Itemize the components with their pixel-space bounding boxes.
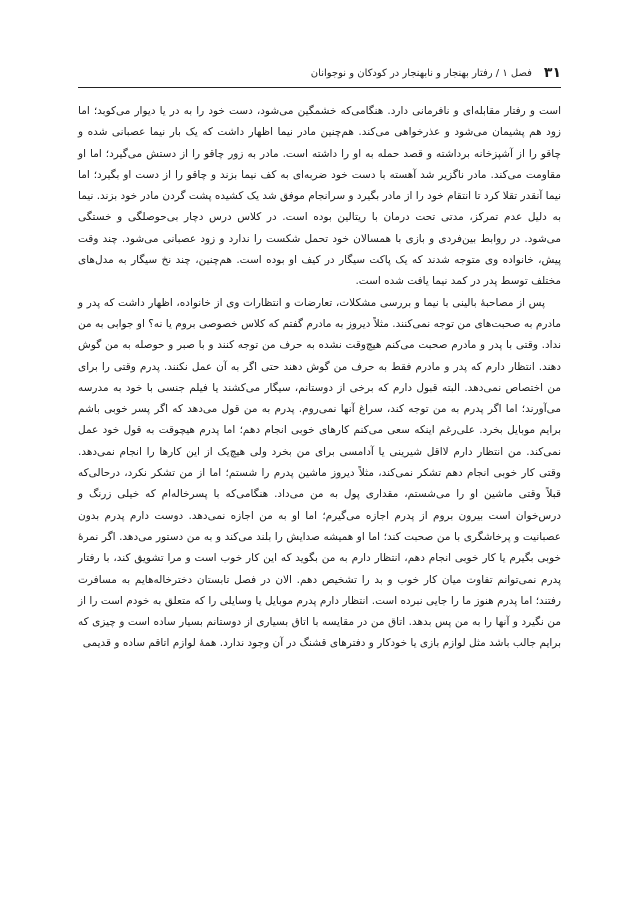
header-rule xyxy=(78,87,561,88)
body-text xyxy=(78,101,561,655)
running-title: فصل ۱ / رفتار بهنجار و نابهنجار در کودکان و نوجوانان xyxy=(310,67,532,79)
paragraph-2: پس از مصاحبهٔ بالینی با نیما و بررسی مشکلات، تعارضات و انتظارات وی از خانواده، اظهار داشت که پدر و مادرم به صحبت‌های من توجه نمی‌کنند. مثلاً دیروز به مادرم گفتم که کلاس خصوصی بروم یا نه؟ او جوابی به من نداد. وقتی با پدر و مادرم صحبت می‌کنم هیچ‌وقت نشده به حرف من توجه کنند و با صبر و حوصله به من گوش دهند. انتظار دارم که پدر و مادرم فقط به حرف من گوش دهند حتی اگر به آن عمل نکنند. پدرم وقتی را برای من اختصاص نمی‌دهد. البته قبول دارم که برخی از دوستانم، سیگار می‌کشند یا فیلم جنسی با خود به مدرسه می‌آورند؛ اما اگر پدرم به من توجه کند، سراغ آنها نمی‌روم. پدرم به من قول می‌دهد که اگر پسر خوبی باشم برایم موبایل بخرد. علی‌رغم اینکه سعی می‌کنم کارهای خوبی انجام دهم؛ اما پدرم هیچوقت به قول خود عمل نمی‌کند. من انتظار دارم لااقل شیرینی یا آدامسی برای من بخرد ولی هیچ‌یک از این کارها را انجام نمی‌دهد. وقتی کار خوبی انجام دهم تشکر نمی‌کند، مثلاً دیروز ماشین پدرم را شستم؛ اما از من تشکر نکرد، درحالی‌که قبلاً وقتی ماشین او را می‌شستم، مقداری پول به من می‌داد. هنگامی‌که با پسرخاله‌ام که خیلی زرنگ و درس‌خوان است بیرون بروم از پدرم اجازه می‌گیرم؛ اما او به من اجازه نمی‌دهد. دوست دارم پدرم بدون عصبانیت و پرخاشگری با من صحبت کند؛ اما او همیشه صدایش را بلند می‌کند و به من دستور می‌دهد. اگر نمرهٔ خوبی بگیرم یا کار خوبی انجام دهم، انتظار دارم به من بگوید که این کار خوب است و مرا تشویق کند، با رفتار پدرم نمی‌توانم تفاوت میان کار خوب و بد را تشخیص دهم. الان در فصل تابستان دخترخاله‌هایم به مسافرت رفتند؛ اما پدرم هنوز ما را جایی نبرده است. انتظار دارم پدرم موبایل یا وسایلی را که متعلق به خودم است را از من نگیرد و آنها را به من پس بدهد. اتاق من در مقایسه با اتاق بسیاری از دوستانم بسیار ساده است و چیزی که برایم جالب باشد مثل لوازم بازی یا خودکار و دفترهای قشنگ در آن وجود ندارد. همهٔ لوازم اتاقم ساده و قدیمی xyxy=(78,296,561,650)
running-header xyxy=(78,62,561,84)
paragraph-1: است و رفتار مقابله‌ای و نافرمانی دارد. هنگامی‌که خشمگین می‌شود، دست خود را به در یا دیوار می‌کوبد؛ اما زود هم پشیمان می‌شود و عذرخواهی می‌کند. هم‌چنین مادر نیما اظهار داشت که یک بار نیما عصبانی شده و چاقو را از آشپزخانه برداشته و قصد حمله به او را داشته است. مادر به زور چاقو را از دستش می‌گیرد؛ اما او مقاومت می‌کند. مادر ناگزیر شد آهسته با دست خود ضربه‌ای به کف نیما بزند و چاقو را از دست او بگیرد؛ اما نیما آنقدر تقلا کرد تا انتقام خود را از مادر بگیرد و سرانجام موفق شد یک کشیده پشت گردن مادر خود بزند. نیما به دلیل عدم تمرکز، مدتی تحت درمان با ریتالین بوده است. در کلاس درس دچار بی‌حوصلگی و خستگی می‌شود. در روابط بین‌فردی و بازی با همسالان خود تحمل شکست را ندارد و زود عصبانی می‌شود. چند وقت پیش، خانواده وی متوجه شدند که یک پاکت سیگار در کیف او بوده است. هم‌چنین، چند نخ سیگار به مدل‌های مختلف توسط پدر در کمد نیما یافت شده است. xyxy=(78,105,561,288)
page-number: ۳۱ xyxy=(543,65,561,81)
